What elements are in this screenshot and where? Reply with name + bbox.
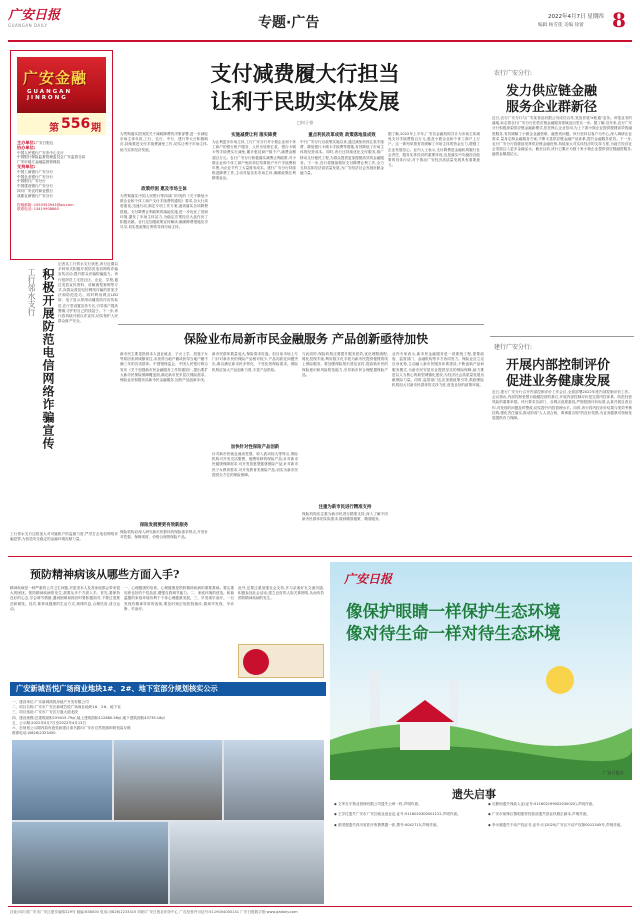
gongshi-item: 三、项目选址:广安市广安区万盛大道北段 — [12, 710, 78, 715]
lead-headline-2: 让利于民助实体发展 — [210, 89, 400, 114]
gongshi-list — [12, 700, 322, 736]
eco-ad-line-1: 像保护眼睛一样保护生态环境 — [346, 602, 561, 621]
gongshi-renderings — [12, 740, 324, 904]
guide-item: 广安市地方金融监督管理局 — [17, 160, 61, 165]
eco-ad-line-2: 像对待生命一样对待生态环境 — [346, 624, 561, 643]
gongshi-item: 一、建设单位:广安新城鸿悦房地产开发有限公司 — [12, 700, 89, 704]
column-box — [10, 50, 113, 260]
brand-title: 广安金融 — [23, 69, 88, 87]
rendering-image — [114, 740, 222, 820]
lost-item: ◆ 广安市前锋区黎明建材经营部遗失营业执照正副本,声明作废。 — [488, 812, 591, 817]
guide-item: 中国人民银行广安市中心支行 — [17, 150, 64, 155]
rendering-image — [12, 740, 112, 820]
mental-body-3: 此外,还要注重加强社会支持,多与亲朋好友交流沟通,积极参加社会活动,建立良好的人际关系网络,从而有效预防精神疾病的发生。 — [238, 586, 324, 601]
sun-icon — [546, 666, 574, 694]
guide-item: 中国银行保险监督管理委员会广安监管分局 — [17, 155, 86, 160]
lost-list-right — [488, 802, 632, 833]
gongshi-item: 六、在规划公示期内如有意见和建议请书面向广安市自然资源和规划局反映 — [12, 725, 131, 730]
eco-ad-logo: 广安日报 — [344, 572, 393, 586]
eco-ad-credit: 广安日报社 — [603, 770, 624, 775]
boc-body-4: 针对新市民就业流动性强、收入波动较大等特点,保险机构可开发灵活缴费、便携转移的保险产品;针对新市民健康保障需求,可开发普惠型健康保险产品;针对新市民子女教育需求,可开发教育类保险产品,切实为新市民提供全方位的保险保障。 — [212, 452, 298, 477]
boc-subhead-3: 注重为新市民进行精准支持 — [318, 505, 372, 510]
support-item: 成都农商银行广安分行 — [17, 193, 53, 198]
support-head: 支持单位: — [17, 163, 36, 169]
boc-body-6: 保险机构应注重为新市民进行精准支持,深入了解不同新市民群体的实际需求,做到精准施策、精准服务。 — [302, 512, 388, 522]
vertical-body-tail: 工行邻水支行还将加大对可疑账户的监测力度,严厉打击电信网络诈骗犯罪,为营造安全稳定的金融环境贡献力量。 — [10, 532, 118, 542]
rendering-image — [224, 740, 324, 820]
abc-body: 近日,农行广安分行与广安某食品有限公司成功合作,发放首笔"e账通"业务。该笔业务的落地,标志着农行广安分行在供应链金融服务领域迈出坚实一步。据了解,近年来,农行广安分行积极探索供应链金融新模式,依托核心企业信用,为上下游小微企业提供便捷高效的融资服务,有效缓解了小微企业融资难、融资贵问题。该行坚持以客户为中心,深入调研企业需求,量身定制金融服务方案,不断丰富供应链金融产品体系,提升金融服务质效。下一步,农行广安分行将继续发挥供应链金融优势,持续加大对实体经济的支持力度,为地方经济社会发展注入更多金融活水。截至目前,该行已累计为数十家小微企业提供供应链融资服务,融资金额超亿元。 — [492, 116, 632, 157]
boc-body-5: 与此同时,保险机构还要提升服务质效,优化理赔流程,简化投保手续,利用数字化手段为新市民提供便捷的线上保险服务。要加强保险知识普及宣传,提高新市民的保险意识和风险防范能力,引导新市民合理配置保险产品。 — [302, 352, 388, 377]
masthead-logo: 广安日报 — [8, 8, 61, 23]
vertical-kicker: 工行邻水支行 — [27, 268, 36, 316]
ccb-headline-2: 促进业务健康发展 — [506, 374, 611, 389]
gongshi-item: 五、公示期:2022年4月7日至2022年4月13日 — [12, 720, 87, 725]
hospital-ad — [238, 644, 324, 678]
header-date: 2022年4月7日 星期四 — [548, 14, 604, 20]
section-title: 专题·广告 — [258, 15, 320, 31]
sponsor-head: 主办单位: — [17, 140, 36, 145]
footer-rule — [8, 906, 632, 907]
page-number: 8 — [612, 8, 626, 32]
gongshi-item: 二、项目名称:广安市广安区新城吾悦广场商业地块1#、2#、地下室 — [12, 705, 121, 710]
hospital-logo-icon — [243, 649, 269, 675]
header-rule — [8, 40, 632, 42]
lead-subhead-2: 实施减费让利 落实降费 — [231, 133, 277, 138]
eco-ad-illustration — [330, 650, 632, 780]
footer: 社址:四川省广安市广安区建安南路229号 邮编:638000 电话:(0826)2233415 印刷:广安日报社印务中心 广告经营许可证号:5119004000141 广安日报数字报:www.gadaily.com — [10, 910, 298, 914]
issue-box — [17, 113, 106, 135]
lead-body-4: 中行广安分行自政策实施以来,通过减免转账汇款手续费、降低银行卡刷卡手续费等措施,有效降低了市场主体的经营成本。同时,该行还持续优化支付服务,推广移动支付便民工程,为群众提供更加便捷高效的金融服务。下一步,各行将继续做好支付降费让利工作,全力支持实体经济高质量发展,为广安经济社会发展贡献金融力量。 — [300, 140, 384, 176]
vertical-headline: 积极开展防范电信网络诈骗宣传 — [41, 268, 55, 450]
support-item: 中国工商银行广安分行 — [17, 169, 53, 174]
mental-body-1: 精神疾病是一种严重的公共卫生问题,对患者本人及其家庭都会带来很大的困扰。预防精神疾病的发生,需要从多个方面入手。首先,要保持良好的心态,学会调节情绪,遇到困难和挫折时要积极面对,不要过度焦虑和紧张。其次,要养成健康的生活方式,规律作息,合理饮食,适当运动。 — [10, 586, 120, 611]
boc-body-2: 保险机构应深入研究新市民群体的保险需求特点,开发针对性强、保障适度、价格合理的保险产品。 — [120, 530, 208, 540]
lost-item: ◆ 张国强遗失四川省医疗收费票据一张,票号:0042715,声明作废。 — [334, 822, 441, 827]
mental-headline: 预防精神病该从哪些方面入手? — [30, 568, 180, 581]
boc-body-7: 业内专家表示,新市民金融服务是一项系统工程,需要政府、监管部门、金融机构等多方协同发力。保险业应立足自身优势,主动融入新市民服务体系建设,不断创新产品和服务模式,为新市民安居乐业提供坚实的保险保障,助力推进以人为核心的新型城镇化建设,为经济社会高质量发展贡献保险力量。同时,监管部门也应加强政策引导,鼓励保险机构加大对新市民群体的支持力度,营造良好的政策环境。 — [392, 352, 484, 388]
lead-headline-1: 支付减费履大行担当 — [210, 61, 400, 86]
guide-head: 协办单位: — [17, 144, 36, 150]
header-staff: 编辑 杨雪莲 美编 徐蕾 — [538, 23, 584, 28]
gongshi-item: 联系电话:(0826)2323450 — [12, 731, 56, 736]
issue-suffix: 期 — [91, 123, 101, 134]
lead-body-1: 为贯彻落实国务院关于减税降费的决策部署,进一步减轻市场主体负担,工行、农行、中行、建行等大行积极响应,持续推进支付手续费减免工作,切实让利于市场主体,助力实体经济发展。 — [120, 132, 208, 152]
lost-item: ◆ 文华在宇物业管理有限公司遗失公章一枚,声明作废。 — [334, 802, 422, 806]
ccb-headline-1: 开展内部控制评价 — [506, 358, 611, 373]
lost-item: ◆ 李永刚遗失不动产权证书,证号:川(2020)广安区不动产权第0012345号,声明作废。 — [488, 822, 624, 827]
abc-headline-2: 服务企业群新径 — [506, 100, 598, 115]
sponsor: 广安日报社 — [35, 141, 54, 145]
lost-item: ◆ 石静怡遗失残疾人证(证号:51160219900203002X),声明作废。 — [488, 802, 596, 806]
lost-list-left — [334, 802, 484, 833]
support-item: 中国农业银行广安分行 — [17, 174, 53, 179]
boc-subhead-1: 保险发展要更有效新服务 — [139, 523, 189, 528]
support-item: 四川广安农村商业银行 — [17, 188, 53, 193]
rendering-image — [12, 822, 168, 904]
gongshi-item: 四、建设规模:总建筑面积159415.79㎡,地上建筑面积112680.58㎡,地下建筑面积43739.18㎡ — [12, 715, 165, 720]
rendering-image — [170, 822, 324, 904]
brand-subtitle: GUANGAN JINRONG — [27, 89, 73, 101]
boc-headline: 保险业布局新市民金融服务 产品创新亟待加快 — [183, 332, 429, 346]
ccb-body: 近日,建行广安分行召开内部控制评价工作会议,全面部署2022年度内部控制评价工作。会议指出,内部控制是银行稳健经营的基石,开展内部控制评价是完善内控体系、防范经营风险的重要举措。该行要求各部门、各网点高度重视,严格按照评价标准,认真开展自查自纠,对发现的问题及时整改,切实提升内控管理水平。同时,该行将内控评价结果与绩效考核挂钩,强化责任落实,推动形成"人人讲合规、事事重合规"的良好氛围,为业务健康可持续发展提供有力保障。 — [492, 390, 632, 421]
lead-body-5: 据了解,2022年上半年,广安各金融机构共计为市场主体减免支付手续费数百万元,惠及小微企业和个体工商户上万户。这一系列举措有效缓解了市场主体的资金压力,增强了企业发展信心。业内人士表示,支付降费是金融机构履行社会责任、服务实体经济的重要体现,也是落实中央稳经济政策的具体行动,对于推动广安经济高质量发展具有重要意义。 — [388, 132, 480, 168]
masthead-sub: GUANGAN DAILY — [8, 23, 48, 28]
eco-ad — [330, 562, 632, 780]
issue-number: 556 — [61, 116, 91, 132]
house-icon — [400, 720, 450, 750]
masthead — [8, 4, 68, 38]
issue-prefix: 第 — [49, 123, 59, 134]
boc-subhead-2: 加快针对性保险产品创新 — [230, 445, 280, 450]
lead-body-3: 为让利更多市场主体,工行广安分行对小微企业和个体工商户的银行账户服务、人民币转账汇款、银行卡刷卡等手续费实行减免,累计惠及商户数千户,减费金额超百万元。农行广安分行积极落实减费让利政策,对小微企业和个体工商户免收单位结算账户开户手续费和年费,为企业节约了大量财务成本。建行广安分行持续推进降费工作,主动对接各类市场主体,确保政策红利精准直达。 — [212, 140, 296, 181]
ccb-kicker: 建行广安分行: — [494, 344, 533, 351]
abc-kicker: 农行广安分行: — [494, 70, 533, 77]
contact-phone: 联系电话: 13419908860 — [17, 207, 59, 212]
boc-body-1: 新市民主要是指因本人创业就业、子女上学、投靠子女等原因来到城镇常住,未获得当地户籍或获得当地户籍不满三年的各类群体。中国银保监会、中国人民银行联合发布《关于加强新市民金融服务工作的通知》,提出要扩大新市民保险保障覆盖面,满足新市民多层次保险需求。保险业应积极布局新市民金融服务,加快产品创新步伐。 — [120, 352, 208, 383]
column-logo — [17, 57, 106, 113]
mental-body-2: 一、心理健康的培养。心理健康是预防精神疾病的重要基础。要注重培养良好的个性品质,增强自我调节能力。二、家庭环境的营造。和谐温馨的家庭环境有利于个体心理健康发展。三、早发现早治疗。一旦发现有精神异常的表现,要及时到正规医院就诊,做到早发现、早诊断、早治疗。 — [124, 586, 234, 611]
abc-headline-1: 发力供应链金融 — [506, 84, 598, 99]
boc-body-3: 新市民群体数量庞大,保险需求旺盛。但目前市场上专门针对新市民的保险产品相对较少,产品同质化问题突出,难以满足新市民多样化、个性化的保险需求。保险机构应加大产品创新力度,丰富产品供给。 — [212, 352, 298, 372]
lead-body-2: 为贯彻落实中国人民银行等四部门印发的《关于降低小微企业和个体工商户支付手续费的通知》要求,各大行高度重视,迅速行动,制定专项工作方案,逐项落实各项降费措施。支付降费让利政策的落地实施,进一步优化了营商环境,激发了市场主体活力,为稳定宏观经济大盘作出了积极贡献。各行还加强政策宣传解读,确保降费措施应享尽享,切实把政策红利传导到市场主体。 — [120, 194, 208, 230]
lead-byline: □何子豪 — [296, 120, 314, 125]
mental-headline-wrap — [30, 566, 210, 582]
gongshi-title: 广安新城吾悦广场商业地块1#、2#、地下室部分规划核实公示 — [10, 682, 326, 696]
lead-subhead-1: 政策纾困 惠及市场主体 — [141, 187, 187, 192]
roof-icon — [396, 700, 454, 722]
support-item: 中国银行广安分行 — [17, 179, 46, 184]
column-info — [17, 141, 109, 212]
lost-item: ◆ 王学红遗失广安市广安区就业创业证,证号:5116020300001122,声明作废。 — [334, 812, 461, 817]
lead-subhead-3: 重点利民改革成效 政策落地显成效 — [308, 133, 376, 138]
support-item: 中国建设银行广安分行 — [17, 184, 53, 189]
contact-email: 投稿邮箱: 1050353943@qq.com — [17, 202, 74, 207]
vertical-body: 记者从工行邻水支行获悉,该行近期以多种形式积极开展防范电信网络诈骗宣传活动,提升群众识骗防骗能力。该行组织员工走进社区、企业、学校,通过发放宣传资料、讲解典型案例等方式,向群众普及电信网络诈骗的常见手法和防范技巧。同时利用网点LED屏、电子显示屏滚动播放防诈宣传标语,在厅堂设置宣传专区,引导客户提高警惕,守护好自己的钱袋子。下一步,该行将持续开展反诈宣传,切实保护人民群众财产安全。 — [58, 262, 118, 324]
lost-title: 遗失启事 — [452, 788, 496, 801]
